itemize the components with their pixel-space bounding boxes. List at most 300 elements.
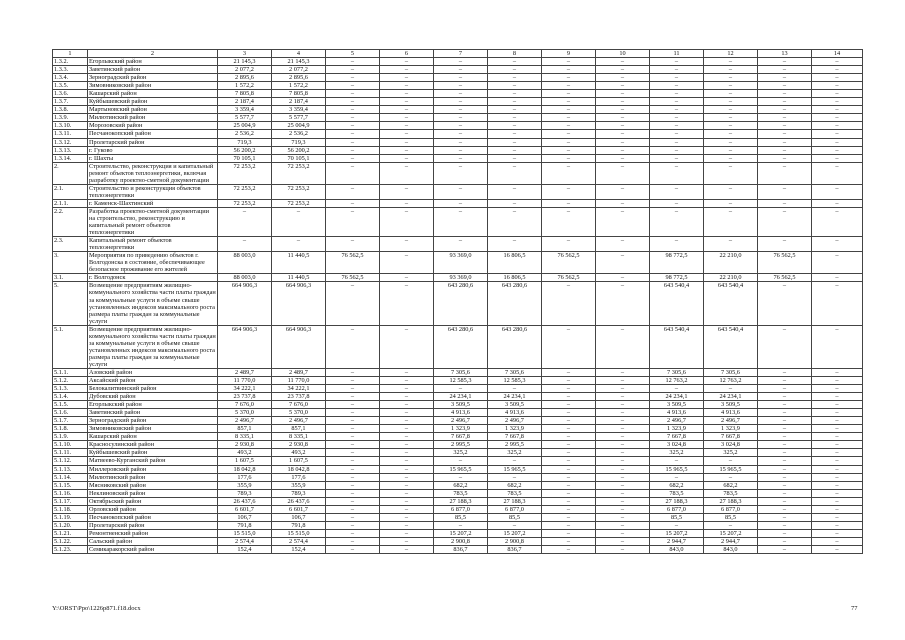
amount-cell: – [326, 114, 380, 122]
amount-cell: – [650, 237, 704, 252]
amount-cell: – [380, 325, 434, 368]
amount-cell: – [326, 385, 380, 393]
amount-cell: – [542, 58, 596, 66]
amount-cell: 836,7 [488, 546, 542, 554]
amount-cell: 1 323,9 [488, 425, 542, 433]
amount-cell: – [542, 207, 596, 236]
amount-cell: 2 930,8 [272, 441, 326, 449]
amount-cell: – [758, 417, 812, 425]
amount-cell: 3 359,4 [218, 106, 272, 114]
amount-cell: 76 562,5 [542, 252, 596, 274]
amount-cell: 12 585,3 [434, 377, 488, 385]
row-title: Мероприятия по приведению объектов г. Волгодонска в состояние, обеспечивающее безопасное проживание его жителей [88, 252, 218, 274]
amount-cell: 7 667,8 [434, 433, 488, 441]
amount-cell: – [704, 385, 758, 393]
amount-cell: 88 003,0 [218, 274, 272, 282]
amount-cell: 85,5 [434, 513, 488, 521]
amount-cell: – [596, 146, 650, 154]
amount-cell: – [326, 521, 380, 529]
amount-cell: – [380, 74, 434, 82]
amount-cell: – [704, 521, 758, 529]
row-title: Сальский район [88, 537, 218, 545]
amount-cell: – [326, 199, 380, 207]
table-row [53, 409, 863, 417]
amount-cell: – [596, 199, 650, 207]
amount-cell: 2 496,7 [704, 417, 758, 425]
amount-cell: – [758, 401, 812, 409]
row-number: 1.3.11. [53, 130, 88, 138]
table-row [53, 457, 863, 465]
column-number: 9 [542, 50, 596, 58]
amount-cell: – [650, 74, 704, 82]
row-number: 1.3.2. [53, 58, 88, 66]
amount-cell: – [380, 274, 434, 282]
amount-cell: – [380, 521, 434, 529]
amount-cell: – [326, 325, 380, 368]
amount-cell: 3 509,5 [488, 401, 542, 409]
row-number: 1.3.9. [53, 114, 88, 122]
amount-cell: 643 280,6 [488, 282, 542, 325]
amount-cell: – [326, 146, 380, 154]
column-number: 11 [650, 50, 704, 58]
amount-cell: – [650, 184, 704, 199]
amount-cell: 3 509,5 [650, 401, 704, 409]
amount-cell: – [380, 98, 434, 106]
amount-cell: – [326, 417, 380, 425]
row-title: Милютинский район [88, 473, 218, 481]
column-number: 10 [596, 50, 650, 58]
amount-cell: – [704, 82, 758, 90]
amount-cell: 2 489,7 [218, 368, 272, 376]
row-title: Заветинский район [88, 409, 218, 417]
amount-cell: – [596, 98, 650, 106]
table-row [53, 207, 863, 236]
amount-cell: – [380, 425, 434, 433]
amount-cell: – [758, 449, 812, 457]
amount-cell: 355,9 [218, 481, 272, 489]
amount-cell: 682,2 [488, 481, 542, 489]
amount-cell: – [596, 114, 650, 122]
amount-cell: – [596, 489, 650, 497]
amount-cell: – [380, 106, 434, 114]
amount-cell: 643 540,4 [704, 282, 758, 325]
amount-cell: 4 913,6 [434, 409, 488, 417]
amount-cell: – [650, 122, 704, 130]
amount-cell: – [812, 114, 863, 122]
table-row [53, 521, 863, 529]
amount-cell: – [218, 207, 272, 236]
amount-cell: – [380, 130, 434, 138]
amount-cell: – [704, 162, 758, 184]
amount-cell: 2 574,4 [272, 537, 326, 545]
amount-cell: – [596, 377, 650, 385]
amount-cell: – [488, 237, 542, 252]
amount-cell: 21 145,3 [272, 58, 326, 66]
amount-cell: – [380, 146, 434, 154]
table-row [53, 66, 863, 74]
amount-cell: – [434, 138, 488, 146]
amount-cell: – [380, 513, 434, 521]
amount-cell: – [596, 401, 650, 409]
amount-cell: – [650, 207, 704, 236]
amount-cell: – [812, 457, 863, 465]
amount-cell: – [218, 237, 272, 252]
amount-cell: 2 496,7 [650, 417, 704, 425]
row-title: Миллеровский район [88, 465, 218, 473]
amount-cell: – [596, 529, 650, 537]
amount-cell: – [326, 441, 380, 449]
amount-cell: 11 770,0 [272, 377, 326, 385]
amount-cell: – [488, 162, 542, 184]
row-number: 2.1.1. [53, 199, 88, 207]
row-title: Возмещение предприятиям жилищно-коммунального хозяйства части платы граждан за коммунальные услуги в объеме свыше установленных индексов максимального роста размера платы граждан за коммунальные услуги [89, 325, 216, 368]
amount-cell: 2 489,7 [272, 368, 326, 376]
amount-cell: – [812, 138, 863, 146]
amount-cell: – [596, 282, 650, 325]
amount-cell: – [812, 529, 863, 537]
amount-cell: – [542, 457, 596, 465]
amount-cell: – [326, 368, 380, 376]
amount-cell: 85,5 [704, 513, 758, 521]
amount-cell: 177,6 [218, 473, 272, 481]
amount-cell: 719,3 [272, 138, 326, 146]
table-row [53, 98, 863, 106]
row-number: 3. [53, 252, 88, 274]
amount-cell: – [812, 433, 863, 441]
amount-cell: 3 024,8 [650, 441, 704, 449]
column-number: 8 [488, 50, 542, 58]
amount-cell: – [380, 449, 434, 457]
amount-cell: – [380, 497, 434, 505]
amount-cell: 15 965,5 [650, 465, 704, 473]
amount-cell: – [542, 146, 596, 154]
amount-cell: – [380, 529, 434, 537]
amount-cell: – [812, 481, 863, 489]
amount-cell: 1 572,2 [218, 82, 272, 90]
amount-cell: – [650, 162, 704, 184]
amount-cell: – [812, 546, 863, 554]
amount-cell: 783,5 [704, 489, 758, 497]
amount-cell: – [596, 138, 650, 146]
amount-cell: – [812, 409, 863, 417]
amount-cell: – [596, 521, 650, 529]
row-number: 5.1.12. [53, 457, 88, 465]
column-number: 2 [88, 50, 218, 58]
amount-cell: 643 280,6 [488, 325, 542, 368]
amount-cell: 2 496,7 [218, 417, 272, 425]
amount-cell: – [434, 90, 488, 98]
amount-cell: – [758, 481, 812, 489]
amount-cell: 325,2 [488, 449, 542, 457]
amount-cell: 682,2 [704, 481, 758, 489]
amount-cell: 1 323,9 [650, 425, 704, 433]
row-number: 1.3.6. [53, 90, 88, 98]
row-title: Зимовниковский район [88, 425, 218, 433]
amount-cell: – [488, 58, 542, 66]
amount-cell: 791,8 [272, 521, 326, 529]
amount-cell: 72 253,2 [218, 162, 272, 184]
amount-cell: 21 145,3 [218, 58, 272, 66]
amount-cell: – [596, 417, 650, 425]
amount-cell: – [812, 74, 863, 82]
amount-cell: – [542, 433, 596, 441]
row-title: Дубовский район [88, 393, 218, 401]
amount-cell: – [650, 146, 704, 154]
amount-cell: 8 335,1 [272, 433, 326, 441]
amount-cell: – [758, 146, 812, 154]
row-title: Белокалитвинский район [88, 385, 218, 393]
table-row [53, 58, 863, 66]
row-title: Мартыновский район [88, 106, 218, 114]
amount-cell: – [488, 122, 542, 130]
amount-cell: – [434, 154, 488, 162]
amount-cell: – [650, 199, 704, 207]
amount-cell: – [326, 377, 380, 385]
row-number: 5.1.7. [53, 417, 88, 425]
amount-cell: 15 207,2 [434, 529, 488, 537]
row-title: Пролетарский район [88, 138, 218, 146]
amount-cell: 15 207,2 [704, 529, 758, 537]
amount-cell: – [542, 74, 596, 82]
table-row [53, 114, 863, 122]
amount-cell: – [596, 122, 650, 130]
amount-cell: 16 806,5 [488, 274, 542, 282]
table-row [53, 199, 863, 207]
row-title: Орловский район [88, 505, 218, 513]
amount-cell: – [704, 154, 758, 162]
amount-cell: – [326, 546, 380, 554]
amount-cell: – [380, 114, 434, 122]
amount-cell: – [596, 433, 650, 441]
amount-cell: – [704, 114, 758, 122]
amount-cell: – [542, 546, 596, 554]
amount-cell: – [758, 393, 812, 401]
amount-cell: – [542, 138, 596, 146]
amount-cell: – [596, 497, 650, 505]
amount-cell: 23 737,8 [272, 393, 326, 401]
row-title: Морозовский район [88, 122, 218, 130]
amount-cell: – [542, 409, 596, 417]
amount-cell: 56 200,2 [218, 146, 272, 154]
amount-cell: – [758, 433, 812, 441]
amount-cell: 152,4 [272, 546, 326, 554]
amount-cell: – [326, 130, 380, 138]
amount-cell: – [812, 146, 863, 154]
amount-cell: – [488, 199, 542, 207]
amount-cell: – [326, 409, 380, 417]
amount-cell: 27 188,3 [650, 497, 704, 505]
amount-cell: – [812, 184, 863, 199]
amount-cell: 6 877,0 [488, 505, 542, 513]
amount-cell: – [704, 457, 758, 465]
amount-cell: – [434, 106, 488, 114]
budget-table [52, 49, 863, 554]
amount-cell: – [542, 537, 596, 545]
amount-cell: – [434, 199, 488, 207]
amount-cell: – [758, 106, 812, 114]
amount-cell: – [812, 377, 863, 385]
amount-cell: – [542, 473, 596, 481]
amount-cell: – [812, 237, 863, 252]
table-row [53, 90, 863, 98]
amount-cell: – [326, 433, 380, 441]
amount-cell: – [326, 122, 380, 130]
amount-cell: – [326, 162, 380, 184]
table-row [53, 154, 863, 162]
amount-cell: 1 323,9 [434, 425, 488, 433]
amount-cell: – [380, 154, 434, 162]
amount-cell: – [380, 465, 434, 473]
row-number: 5.1.9. [53, 433, 88, 441]
amount-cell: 325,2 [434, 449, 488, 457]
amount-cell: 1 607,5 [272, 457, 326, 465]
amount-cell: – [758, 489, 812, 497]
amount-cell: – [380, 505, 434, 513]
amount-cell: 15 207,2 [650, 529, 704, 537]
amount-cell: 2 077,2 [218, 66, 272, 74]
amount-cell: 664 906,3 [272, 325, 326, 368]
amount-cell: – [596, 237, 650, 252]
row-number: 5.1.17. [53, 497, 88, 505]
amount-cell: – [542, 377, 596, 385]
row-title: Кашарский район [88, 433, 218, 441]
amount-cell: – [704, 130, 758, 138]
amount-cell: 23 737,8 [218, 393, 272, 401]
amount-cell: – [596, 207, 650, 236]
amount-cell: – [272, 237, 326, 252]
amount-cell: – [758, 138, 812, 146]
amount-cell: – [758, 325, 812, 368]
amount-cell: – [596, 162, 650, 184]
amount-cell: 93 369,0 [434, 252, 488, 274]
row-number: 5. [53, 282, 88, 325]
row-title: Кашарский район [88, 90, 218, 98]
amount-cell: – [380, 489, 434, 497]
amount-cell: 664 906,3 [272, 282, 326, 325]
amount-cell: – [812, 207, 863, 236]
amount-cell: – [758, 457, 812, 465]
amount-cell: – [596, 546, 650, 554]
amount-cell: – [596, 441, 650, 449]
amount-cell: – [650, 58, 704, 66]
table-row [53, 237, 863, 252]
row-number: 5.1.8. [53, 425, 88, 433]
amount-cell: – [596, 252, 650, 274]
amount-cell: 18 042,8 [218, 465, 272, 473]
amount-cell: 93 369,0 [434, 274, 488, 282]
amount-cell: 27 188,3 [704, 497, 758, 505]
row-number: 5.1.4. [53, 393, 88, 401]
amount-cell: – [758, 154, 812, 162]
table-row [53, 433, 863, 441]
amount-cell: – [704, 122, 758, 130]
amount-cell: – [650, 130, 704, 138]
amount-cell: 5 577,7 [218, 114, 272, 122]
table-row [53, 282, 863, 325]
amount-cell: – [758, 82, 812, 90]
amount-cell: – [380, 199, 434, 207]
amount-cell: 843,0 [704, 546, 758, 554]
amount-cell: – [596, 457, 650, 465]
amount-cell: – [434, 146, 488, 154]
row-number: 5.1.23. [53, 546, 88, 554]
amount-cell: – [326, 401, 380, 409]
amount-cell: – [812, 90, 863, 98]
row-number: 5.1.5. [53, 401, 88, 409]
amount-cell: – [758, 368, 812, 376]
amount-cell: – [758, 282, 812, 325]
amount-cell: 12 763,2 [704, 377, 758, 385]
amount-cell: 11 770,0 [218, 377, 272, 385]
amount-cell: 15 965,5 [704, 465, 758, 473]
amount-cell: – [434, 184, 488, 199]
amount-cell: 643 540,4 [704, 325, 758, 368]
amount-cell: – [704, 199, 758, 207]
amount-cell: 6 601,7 [218, 505, 272, 513]
amount-cell: 2 536,2 [218, 130, 272, 138]
amount-cell: – [758, 465, 812, 473]
amount-cell: – [758, 162, 812, 184]
amount-cell: 719,3 [218, 138, 272, 146]
amount-cell: 783,5 [434, 489, 488, 497]
amount-cell: – [488, 90, 542, 98]
amount-cell: 783,5 [650, 489, 704, 497]
amount-cell: 325,2 [704, 449, 758, 457]
amount-cell: – [812, 282, 863, 325]
amount-cell: 7 667,8 [650, 433, 704, 441]
amount-cell: 7 305,6 [434, 368, 488, 376]
amount-cell: 2 895,6 [272, 74, 326, 82]
table-row [53, 401, 863, 409]
amount-cell: – [812, 98, 863, 106]
amount-cell: – [542, 184, 596, 199]
amount-cell: 152,4 [218, 546, 272, 554]
table-row [53, 393, 863, 401]
table-row [53, 138, 863, 146]
amount-cell: – [758, 237, 812, 252]
amount-cell: 3 359,4 [272, 106, 326, 114]
amount-cell: – [380, 122, 434, 130]
amount-cell: – [542, 66, 596, 74]
column-number: 1 [53, 50, 88, 58]
amount-cell: 4 913,6 [704, 409, 758, 417]
row-number: 5.1.20. [53, 521, 88, 529]
amount-cell: 1 323,9 [704, 425, 758, 433]
amount-cell: – [488, 521, 542, 529]
amount-cell: – [542, 425, 596, 433]
table-row [53, 473, 863, 481]
amount-cell: – [596, 513, 650, 521]
row-title: Капитальный ремонт объектов теплоэнергетики [88, 237, 218, 252]
amount-cell: – [812, 505, 863, 513]
amount-cell: 783,5 [488, 489, 542, 497]
amount-cell: – [758, 425, 812, 433]
amount-cell: – [812, 521, 863, 529]
amount-cell: – [380, 58, 434, 66]
amount-cell: 6 877,0 [704, 505, 758, 513]
amount-cell: 836,7 [434, 546, 488, 554]
row-title: Строительство и реконструкция объектов теплоэнергетики [88, 184, 218, 199]
amount-cell: 25 004,9 [272, 122, 326, 130]
amount-cell: – [542, 385, 596, 393]
amount-cell: – [542, 162, 596, 184]
table-row [53, 385, 863, 393]
amount-cell: – [812, 385, 863, 393]
amount-cell: – [758, 497, 812, 505]
amount-cell: – [434, 82, 488, 90]
amount-cell: – [596, 90, 650, 98]
amount-cell: – [542, 417, 596, 425]
